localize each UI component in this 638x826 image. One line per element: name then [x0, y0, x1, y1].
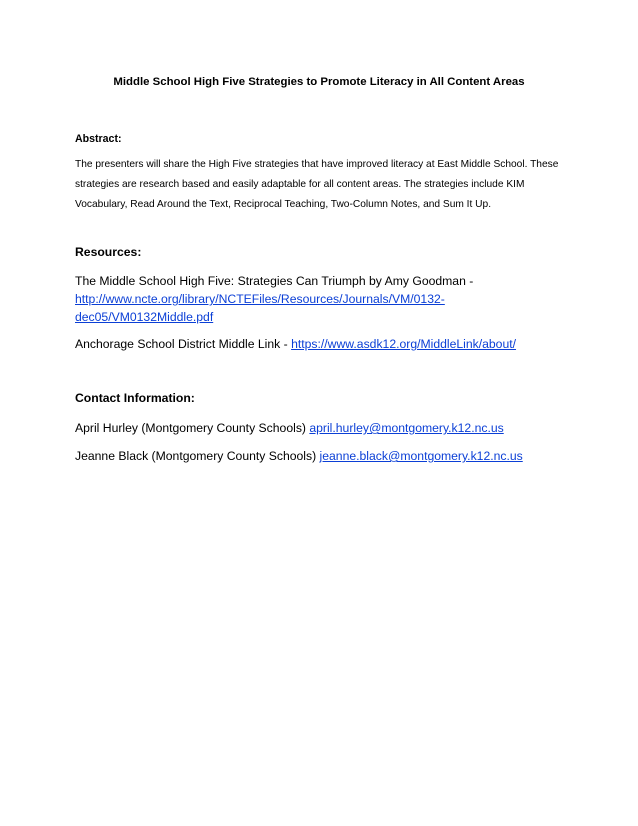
contact-april-email-link[interactable]: april.hurley@montgomery.k12.nc.us — [309, 421, 504, 435]
resource-link-asdk12[interactable]: https://www.asdk12.org/MiddleLink/about/ — [291, 337, 517, 351]
resource-item-2 — [75, 335, 516, 353]
abstract-heading: Abstract: — [75, 133, 122, 145]
contact-jeanne-text: Jeanne Black (Montgomery County Schools) — [75, 449, 320, 463]
resources-heading: Resources: — [75, 245, 142, 259]
contact-item-april — [75, 419, 504, 437]
resource-item-1-text: The Middle School High Five: Strategies Can Triumph by Amy Goodman - — [75, 274, 474, 288]
contact-item-jeanne — [75, 447, 523, 465]
resource-link-ncte-continued[interactable]: dec05/VM0132Middle.pdf — [75, 310, 214, 324]
abstract-text: The presenters will share the High Five strategies that have improved literacy at East Middle School. These strategies are research based and easily adaptable for all content areas. The strategies include KIM Vocabulary, Read Around the Text, Reciprocal Teaching, Two-Column Notes, and Sum It Up. — [75, 159, 559, 210]
resource-link-ncte[interactable]: http://www.ncte.org/library/NCTEFiles/Resources/Journals/VM/0132- — [75, 292, 445, 306]
resource-item-2-text: Anchorage School District Middle Link - — [75, 337, 292, 351]
resource-item-1 — [75, 272, 473, 290]
contact-jeanne-email-link[interactable]: jeanne.black@montgomery.k12.nc.us — [319, 449, 523, 463]
contact-heading: Contact Information: — [75, 391, 195, 405]
resource-item-1-link-line2 — [75, 308, 213, 326]
document-title: Middle School High Five Strategies to Promote Literacy in All Content Areas — [113, 76, 525, 88]
resource-item-1-link-line1 — [75, 290, 445, 308]
contact-april-text: April Hurley (Montgomery County Schools) — [75, 421, 310, 435]
